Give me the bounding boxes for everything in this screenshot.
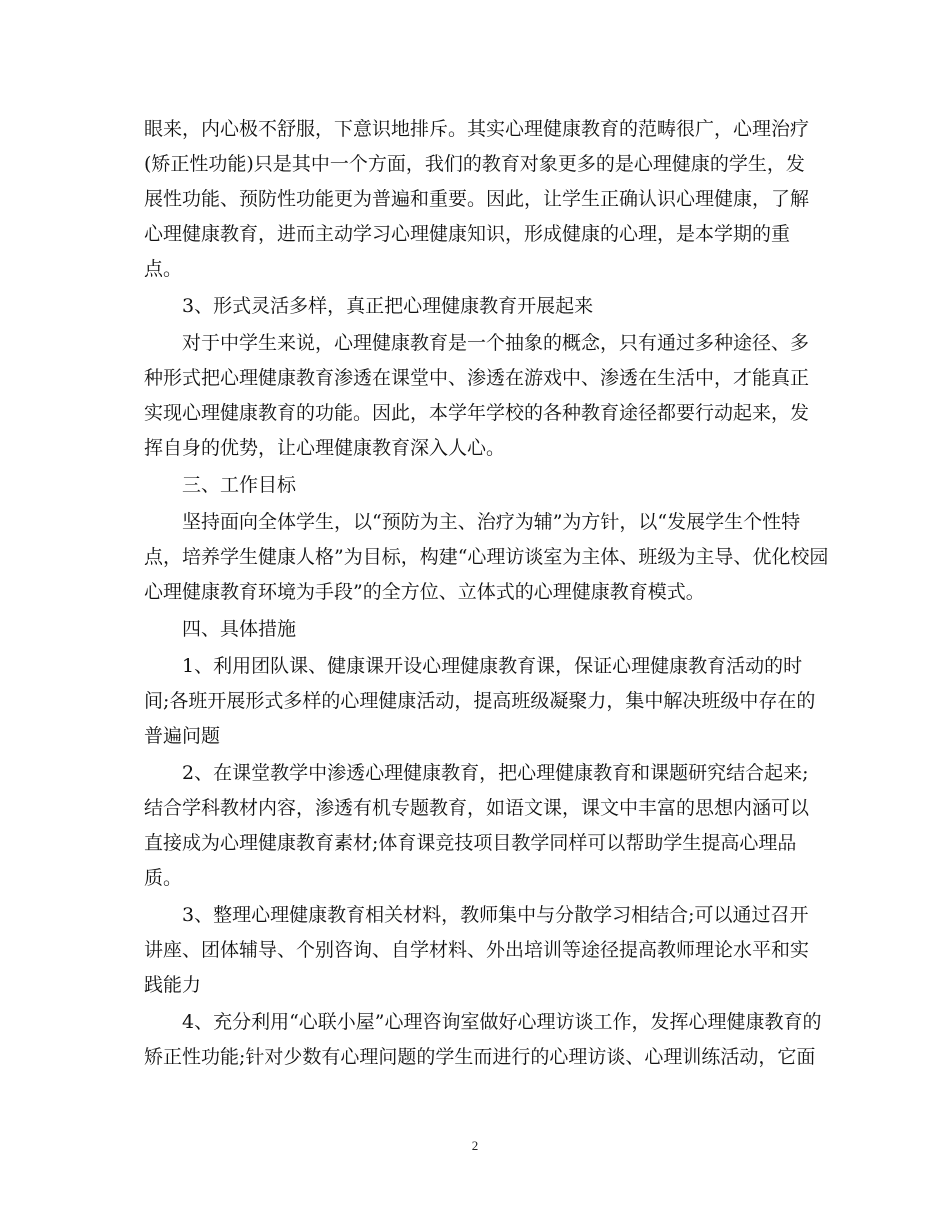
- text-line: 对于中学生来说，心理健康教育是一个抽象的概念，只有通过多种途径、多: [182, 332, 810, 354]
- paragraph: [144, 112, 808, 287]
- paragraph: [144, 756, 808, 896]
- text-line: (矫正性功能)只是其中一个方面，我们的教育对象更多的是心理健康的学生，发: [144, 153, 805, 175]
- text-line: 普遍问题: [144, 725, 221, 747]
- paragraph: [144, 612, 808, 647]
- paragraph: [144, 1005, 822, 1075]
- text-line: 实现心理健康教育的功能。因此，本学年学校的各种教育途径都要行动起来，发: [144, 402, 810, 424]
- text-line: 践能力: [144, 974, 202, 996]
- text-line: 3、形式灵活多样，真正把心理健康教育开展起来: [182, 295, 594, 317]
- text-line: 3、整理心理健康教育相关材料，教师集中与分散学习相结合;可以通过召开: [182, 904, 809, 926]
- text-line: 矫正性功能;针对少数有心理问题的学生而进行的心理访谈、心理训练活动，它面: [144, 1046, 816, 1068]
- text-line: 间;各班开展形式多样的心理健康活动，提高班级凝聚力，集中解决班级中存在的: [144, 690, 816, 712]
- text-line: 坚持面向全体学生，以“预防为主、治疗为辅”为方针，以“发展学生个性特: [182, 511, 801, 533]
- text-line: 4、充分利用“心联小屋”心理咨询室做好心理访谈工作，发挥心理健康教育的: [182, 1011, 822, 1033]
- text-line: 直接成为心理健康教育素材;体育课竞技项目教学同样可以帮助学生提高心理品: [144, 832, 797, 854]
- paragraph: [144, 289, 808, 324]
- text-line: 点，培养学生健康人格”为目标，构建“心理访谈室为主体、班级为主导、优化校园: [144, 546, 829, 568]
- text-line: 三、工作目标: [182, 474, 297, 496]
- text-line: 展性功能、预防性功能更为普遍和重要。因此，让学生正确认识心理健康，了解: [144, 188, 810, 210]
- text-line: 2、在课堂教学中渗透心理健康教育，把心理健康教育和课题研究结合起来;: [182, 762, 809, 784]
- text-line: 种形式把心理健康教育渗透在课堂中、渗透在游戏中、渗透在生活中，才能真正: [144, 367, 810, 389]
- document-body: [144, 112, 829, 1077]
- text-line: 点。: [144, 258, 183, 280]
- text-line: 讲座、团体辅导、个别咨询、自学材料、外出培训等途径提高教师理论水平和实: [144, 939, 810, 961]
- text-line: 挥自身的优势，让心理健康教育深入人心。: [144, 437, 506, 459]
- text-line: 结合学科教材内容，渗透有机专题教育，如语文课，课文中丰富的思想内涵可以: [144, 797, 810, 819]
- text-line: 心理健康教育环境为手段”的全方位、立体式的心理健康教育模式。: [144, 581, 705, 603]
- paragraph: [144, 649, 816, 754]
- text-line: 心理健康教育，进而主动学习心理健康知识，形成健康的心理，是本学期的重: [144, 223, 791, 245]
- paragraph-gap: [144, 1075, 808, 1077]
- text-line: 质。: [144, 867, 183, 889]
- paragraph: [144, 505, 829, 610]
- text-line: 1、利用团队课、健康课开设心理健康教育课，保证心理健康教育活动的时: [182, 655, 803, 677]
- paragraph: [144, 468, 808, 503]
- text-line: 四、具体措施: [182, 618, 297, 640]
- paragraph: [144, 898, 808, 1003]
- text-line: 眼来，内心极不舒服，下意识地排斥。其实心理健康教育的范畴很广，心理治疗: [144, 118, 810, 140]
- paragraph: [144, 326, 808, 466]
- page-number: 2: [471, 1138, 479, 1153]
